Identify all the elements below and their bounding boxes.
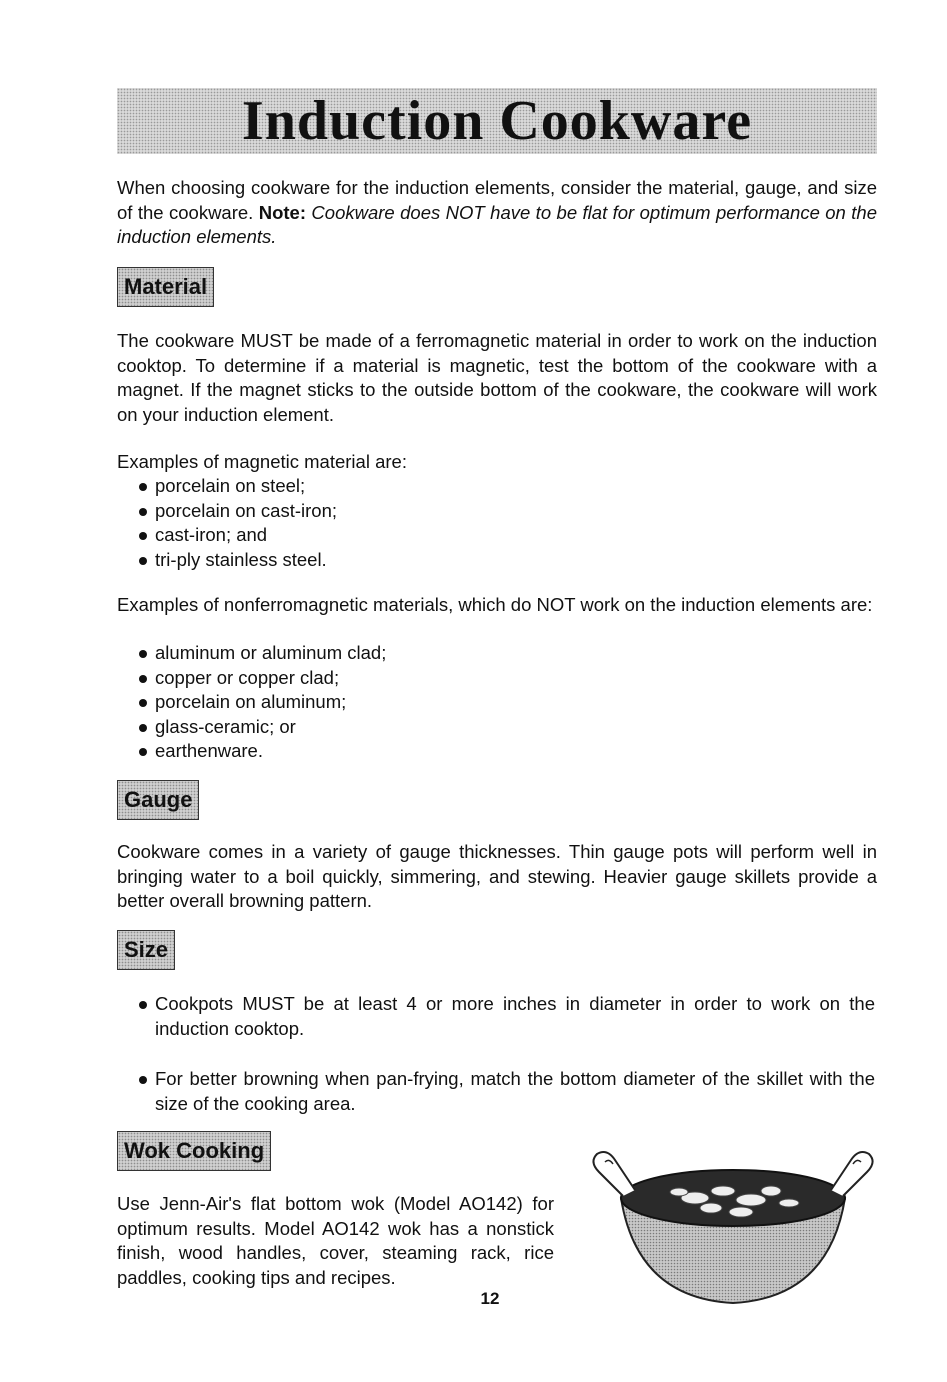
list-item: For better browning when pan-frying, match the bottom diameter of the skillet with the size of the cooking area.: [117, 1067, 875, 1116]
wok-icon: [583, 1148, 883, 1308]
wok-paragraph: Use Jenn-Air's flat bottom wok (Model AO142) for optimum results. Model AO142 wok has a nonstick finish, wood handles, cover, steaming rack, rice paddles, cooking tips and recipes.: [117, 1193, 554, 1288]
list-item: porcelain on aluminum;: [117, 690, 386, 715]
list-item: glass-ceramic; or: [117, 715, 386, 740]
magnetic-list: [117, 474, 337, 572]
size-list: [117, 992, 875, 1128]
note-label: Note:: [258, 201, 307, 223]
material-paragraph: The cookware MUST be made of a ferromagnetic material in order to work on the induction cooktop. To determine if a material is magnetic, test the bottom of the cookware with a magnet. If the magnet sticks to the outside bottom of the cookware, the cookware will work on your induction element.: [117, 330, 877, 425]
gauge-heading: Gauge: [117, 780, 199, 820]
nonferro-intro: Examples of nonferromagnetic materials, which do NOT work on the induction elements are:: [117, 594, 873, 615]
size-heading: Size: [117, 930, 175, 970]
note-text: Cookware does NOT have to be flat for optimum performance on the induction elements.: [117, 201, 877, 247]
page-number: 12: [480, 1289, 500, 1308]
list-item: porcelain on steel;: [117, 474, 337, 499]
list-item: earthenware.: [117, 739, 386, 764]
page-title: Induction Cookware: [241, 90, 753, 152]
material-heading: Material: [117, 267, 214, 307]
list-item: copper or copper clad;: [117, 666, 386, 691]
list-item: porcelain on cast-iron;: [117, 499, 337, 524]
nonferro-list: [117, 641, 386, 764]
list-item: cast-iron; and: [117, 523, 337, 548]
title-banner: [117, 88, 877, 154]
intro-text: When choosing cookware for the induction elements, consider the material, gauge, and size of the cookware.: [117, 177, 877, 223]
list-item: aluminum or aluminum clad;: [117, 641, 386, 666]
list-item: Cookpots MUST be at least 4 or more inches in diameter in order to work on the induction cooktop.: [117, 992, 875, 1041]
gauge-paragraph: Cookware comes in a variety of gauge thicknesses. Thin gauge pots will perform well in bringing water to a boil quickly, simmering, and stewing. Heavier gauge skillets provide a better overall browning pattern.: [117, 841, 877, 911]
list-item: tri-ply stainless steel.: [117, 548, 337, 573]
magnetic-intro: Examples of magnetic material are:: [117, 451, 407, 472]
intro-paragraph: [117, 176, 877, 250]
wok-heading: Wok Cooking: [117, 1131, 271, 1171]
